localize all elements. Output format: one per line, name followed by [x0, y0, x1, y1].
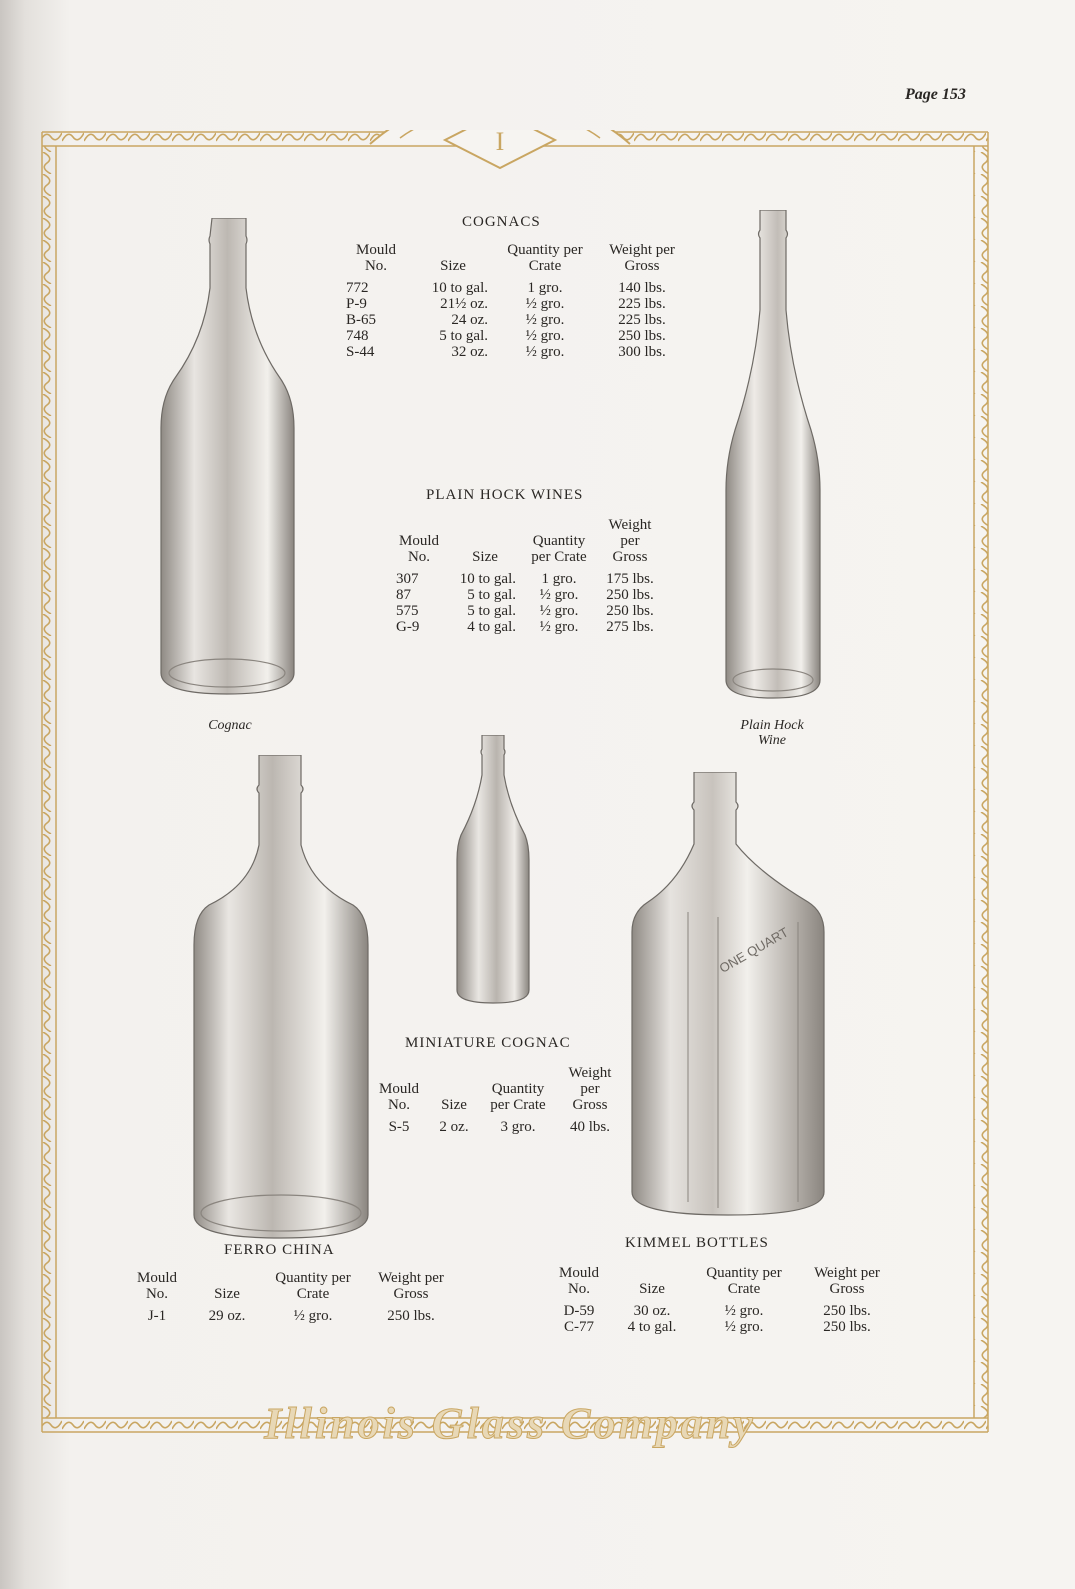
- header-weight: Weight per Gross: [814, 1265, 880, 1297]
- ferro-title: FERRO CHINA: [224, 1242, 335, 1258]
- table-row: 575 5 to gal. ½ gro. 250 lbs.: [396, 603, 654, 619]
- header-weight: Weight per Gross: [378, 1270, 444, 1302]
- header-quantity: Quantity per Crate: [275, 1270, 351, 1302]
- cognac-caption: Cognac: [208, 718, 252, 733]
- header-mould: Mould No.: [136, 1270, 177, 1302]
- plain-hock-caption-line2: Wine: [758, 733, 786, 748]
- table-row: S-44 32 oz. ½ gro. 300 lbs.: [346, 344, 666, 360]
- page-number: Page 153: [905, 86, 966, 103]
- kimmel-bottle-illustration: [628, 772, 828, 1217]
- table-row: B-65 24 oz. ½ gro. 225 lbs.: [346, 312, 666, 328]
- header-size: Size: [441, 1097, 467, 1113]
- header-quantity: Quantity per Crate: [531, 533, 587, 565]
- kimmel-title: KIMMEL BOTTLES: [625, 1235, 769, 1251]
- miniature-title: MINIATURE COGNAC: [405, 1035, 571, 1051]
- header-mould: Mould No.: [378, 1081, 419, 1113]
- table-row: G-9 4 to gal. ½ gro. 275 lbs.: [396, 619, 654, 635]
- plain-hock-title: PLAIN HOCK WINES: [426, 487, 584, 503]
- footer-company-name: Illinois Glass Company: [264, 1399, 756, 1448]
- header-quantity: Quantity per Crate: [507, 242, 583, 274]
- emblem-letter: I: [495, 130, 505, 156]
- header-size: Size: [639, 1281, 665, 1297]
- header-mould: Mould No.: [558, 1265, 599, 1297]
- header-quantity: Quantity per Crate: [490, 1081, 546, 1113]
- plain-hock-caption-line1: Plain Hock: [740, 718, 804, 733]
- header-weight: Weight per Gross: [608, 517, 652, 565]
- table-row: P-9 21½ oz. ½ gro. 225 lbs.: [346, 296, 666, 312]
- table-row: S-5 2 oz. 3 gro. 40 lbs.: [388, 1119, 610, 1135]
- plain-hock-bottle-illustration: [723, 210, 823, 700]
- header-quantity: Quantity per Crate: [706, 1265, 782, 1297]
- header-size: Size: [440, 258, 466, 274]
- table-row: D-59 30 oz. ½ gro. 250 lbs.: [563, 1303, 871, 1319]
- miniature-cognac-bottle-illustration: [455, 735, 530, 1005]
- plain-hock-caption: [722, 718, 822, 748]
- table-row: 87 5 to gal. ½ gro. 250 lbs.: [396, 587, 654, 603]
- table-row: 307 10 to gal. 1 gro. 175 lbs.: [396, 571, 654, 587]
- header-size: Size: [472, 549, 498, 565]
- table-row: C-77 4 to gal. ½ gro. 250 lbs.: [564, 1319, 871, 1335]
- header-size: Size: [214, 1286, 240, 1302]
- header-weight: Weight per Gross: [568, 1065, 612, 1113]
- table-row: J-1 29 oz. ½ gro. 250 lbs.: [147, 1308, 435, 1324]
- table-row: 748 5 to gal. ½ gro. 250 lbs.: [346, 328, 666, 344]
- embossed-label: ONE QUART: [716, 924, 791, 976]
- header-mould: Mould No.: [398, 533, 439, 565]
- header-mould: Mould No.: [355, 242, 396, 274]
- header-weight: Weight per Gross: [609, 242, 675, 274]
- table-row: 772 10 to gal. 1 gro. 140 lbs.: [346, 280, 666, 296]
- cognacs-title: COGNACS: [462, 214, 541, 230]
- cognac-bottle-illustration: [160, 218, 295, 696]
- ferro-china-bottle-illustration: [193, 755, 369, 1240]
